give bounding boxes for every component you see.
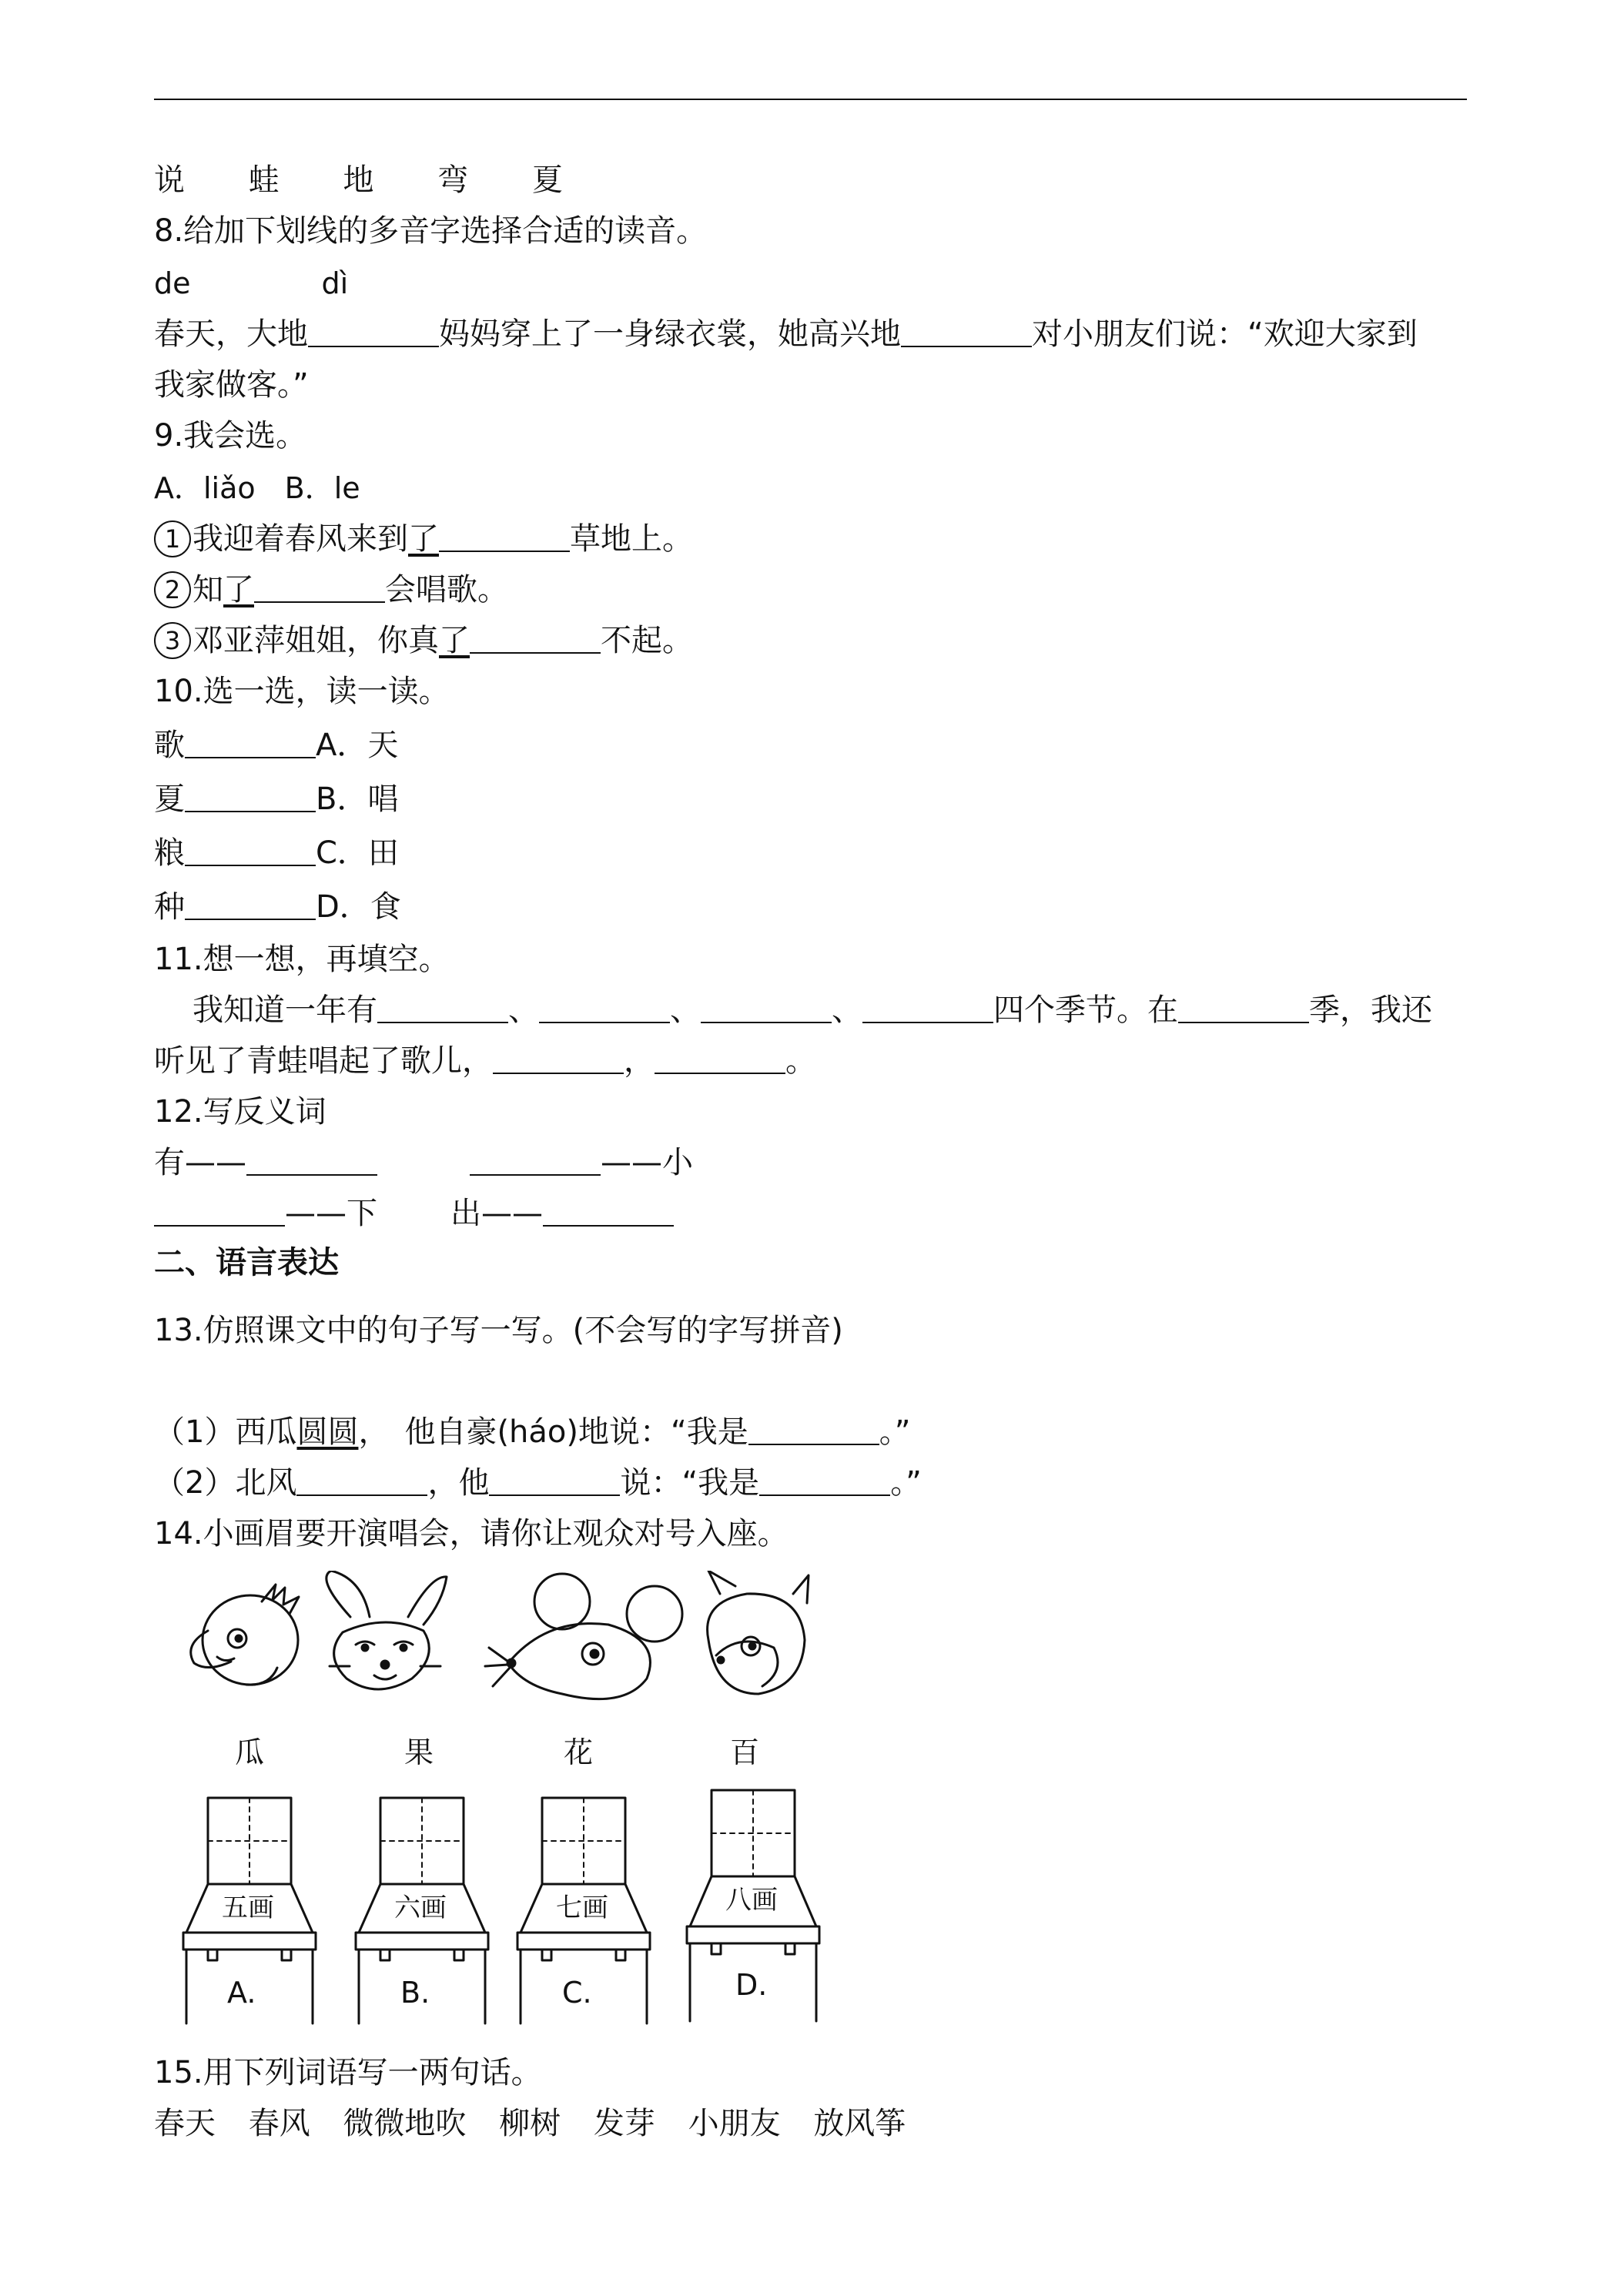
q12-row-2: ——下 出—— [154,1192,674,1235]
mouse-head-icon [485,1574,682,1699]
animal-label-1: 瓜 [235,1735,265,1769]
q11-blank-3[interactable] [701,991,832,1023]
q9-item-3: 3 邓亚萍姐姐，你真了 不起。 [154,619,693,662]
q8-options: de dì [154,266,349,300]
q12-blank-2[interactable] [470,1143,601,1176]
chair-letter-d: D. [735,1968,768,2002]
q8-sentence-line2: 我家做客。” [154,367,309,403]
q11-line1: 我知道一年有 、 、 、 四个季节。在 季，我还 [193,992,1432,1028]
q10-row-3: 粮 C．田 [154,835,399,871]
q11-blank-5[interactable] [1178,991,1309,1023]
q14-title: 14.小画眉要开演唱会，请你让观众对号入座。 [154,1516,789,1551]
q15-words: 春天 春风 微微地吹 柳树 发芽 小朋友 放风筝 [154,2106,906,2141]
q12-row-1: 有—— ——小 [154,1145,693,1180]
chair-letter-c: C. [562,1976,592,2010]
rabbit-head-icon [326,1571,447,1689]
q10-title: 10.选一选，读一读。 [154,674,450,709]
q10-row-1: 歌 A．天 [154,728,399,763]
q9-blank-2[interactable] [254,571,385,603]
q9-blank-3[interactable] [470,621,601,654]
q13-blank-4[interactable] [759,1464,890,1496]
chair-label-c: 七画 [556,1893,608,1923]
chair-label-a: 五画 [222,1893,274,1923]
animal-label-2: 果 [404,1735,434,1769]
q10-blank-3[interactable] [185,834,316,866]
q11-blank-6[interactable] [493,1042,624,1074]
q11-blank-1[interactable] [377,991,508,1023]
q12-title: 12.写反义词 [154,1094,326,1130]
chair-label-b: 六画 [394,1893,447,1923]
q13-title: 13.仿照课文中的句子写一写。(不会写的字写拼音) [154,1313,843,1348]
q10-row-4: 种 D．食 [154,889,401,925]
q11-blank-4[interactable] [862,991,993,1023]
q13-line2: （2）北风 ，他 说：“我是 。” [154,1465,922,1501]
q10-blank-1[interactable] [185,726,316,758]
q13-blank-1[interactable] [748,1413,879,1445]
q12-blank-3[interactable] [154,1194,285,1227]
q11-blank-7[interactable] [655,1042,785,1074]
q13-blank-3[interactable] [489,1464,620,1496]
q12-blank-1[interactable] [246,1143,377,1176]
seating-picture [177,1571,839,2029]
q10-row-2: 夏 B．唱 [154,782,399,817]
fawn-head-icon [708,1571,809,1694]
seating-illustration [177,1571,839,2029]
animal-label-3: 花 [564,1735,594,1769]
q8-blank-2[interactable] [901,315,1032,347]
q9-blank-1[interactable] [439,520,570,552]
q9-options: A．liǎo B．le [154,471,360,505]
q15-title: 15.用下列词语写一两句话。 [154,2055,542,2090]
q10-blank-4[interactable] [185,888,316,920]
q8-title: 8.给加下划线的多音字选择合适的读音。 [154,213,708,249]
chair-letter-a: A. [227,1976,256,2010]
q10-blank-2[interactable] [185,780,316,812]
chair-label-d: 八画 [725,1885,778,1916]
q11-line2: 听见了青蛙唱起了歌儿， ， 。 [154,1043,816,1079]
q13-line1: （1）西瓜圆圆， 他自豪(háo)地说：“我是 。” [154,1414,911,1450]
header-rule [154,99,1467,100]
q8-blank-1[interactable] [308,315,439,347]
q9-title: 9.我会选。 [154,418,307,454]
q11-blank-2[interactable] [539,991,670,1023]
q13-blank-2[interactable] [296,1464,427,1496]
q9-item-1: 1 我迎着春风来到了 草地上。 [154,517,693,561]
q8-sentence-line1: 春天，大地 妈妈穿上了一身绿衣裳，她高兴地 对小朋友们说：“欢迎大家到 [154,316,1418,352]
chair-letter-b: B. [400,1976,430,2010]
q7-characters: 说 蛙 地 弯 夏 [154,162,563,198]
animal-label-4: 百 [730,1735,760,1769]
q11-title: 11.想一想，再填空。 [154,942,450,977]
deer-head-icon [191,1585,299,1685]
q9-item-2: 2 知了 会唱歌。 [154,568,508,611]
q12-blank-4[interactable] [543,1194,674,1227]
section-heading: 二、语言表达 [154,1245,339,1280]
